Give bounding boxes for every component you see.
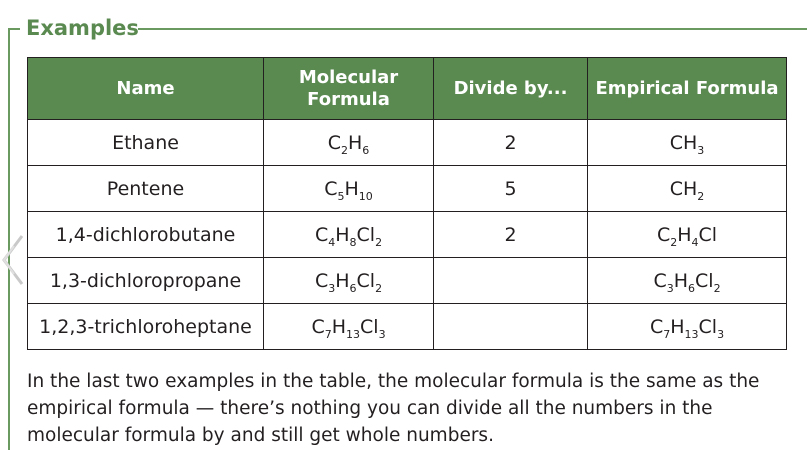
table-header-row (28, 58, 787, 120)
divide-by-cell (434, 304, 588, 350)
molecular-formula-cell: $C_4H_8Cl_2$ (264, 212, 434, 258)
box-frame-top-rule (138, 28, 807, 30)
box-title: Examples (26, 16, 139, 40)
header-divide-by: Divide by... (434, 58, 588, 120)
molecular-formula-cell: $C_5H_{10}$ (264, 166, 434, 212)
chevron-left-icon[interactable] (0, 232, 26, 288)
header-name: Name (28, 58, 264, 120)
examples-table (27, 57, 787, 350)
divide-by-cell: 2 (434, 120, 588, 166)
table-row (28, 212, 787, 258)
empirical-formula-cell: $C_3H_6Cl_2$ (588, 258, 787, 304)
molecular-formula-cell: $C_2H_6$ (264, 120, 434, 166)
empirical-formula-cell: $C_2H_4Cl$ (588, 212, 787, 258)
header-empirical-formula: Empirical Formula (588, 58, 787, 120)
compound-name-cell: Pentene (28, 166, 264, 212)
compound-name-cell: 1,3-dichloropropane (28, 258, 264, 304)
compound-name-cell: Ethane (28, 120, 264, 166)
empirical-formula-cell: $CH_3$ (588, 120, 787, 166)
table-row (28, 304, 787, 350)
table-row (28, 120, 787, 166)
divide-by-cell: 5 (434, 166, 588, 212)
empirical-formula-cell: $CH_2$ (588, 166, 787, 212)
explanation-paragraph: In the last two examples in the table, the molecular formula is the same as the empirical formula — there’s nothing you can divide all the numbers in the molecular formula by and still get whole numbers. (27, 371, 760, 446)
compound-name-cell: 1,2,3-trichloroheptane (28, 304, 264, 350)
molecular-formula-cell: $C_3H_6Cl_2$ (264, 258, 434, 304)
compound-name-cell: 1,4-dichlorobutane (28, 212, 264, 258)
empirical-formula-cell: $C_7H_{13}Cl_3$ (588, 304, 787, 350)
table-body (28, 120, 787, 350)
divide-by-cell: 2 (434, 212, 588, 258)
header-molecular-formula: Molecular Formula (264, 58, 434, 120)
table-row (28, 166, 787, 212)
molecular-formula-cell: $C_7H_{13}Cl_3$ (264, 304, 434, 350)
table-row (28, 258, 787, 304)
divide-by-cell (434, 258, 588, 304)
